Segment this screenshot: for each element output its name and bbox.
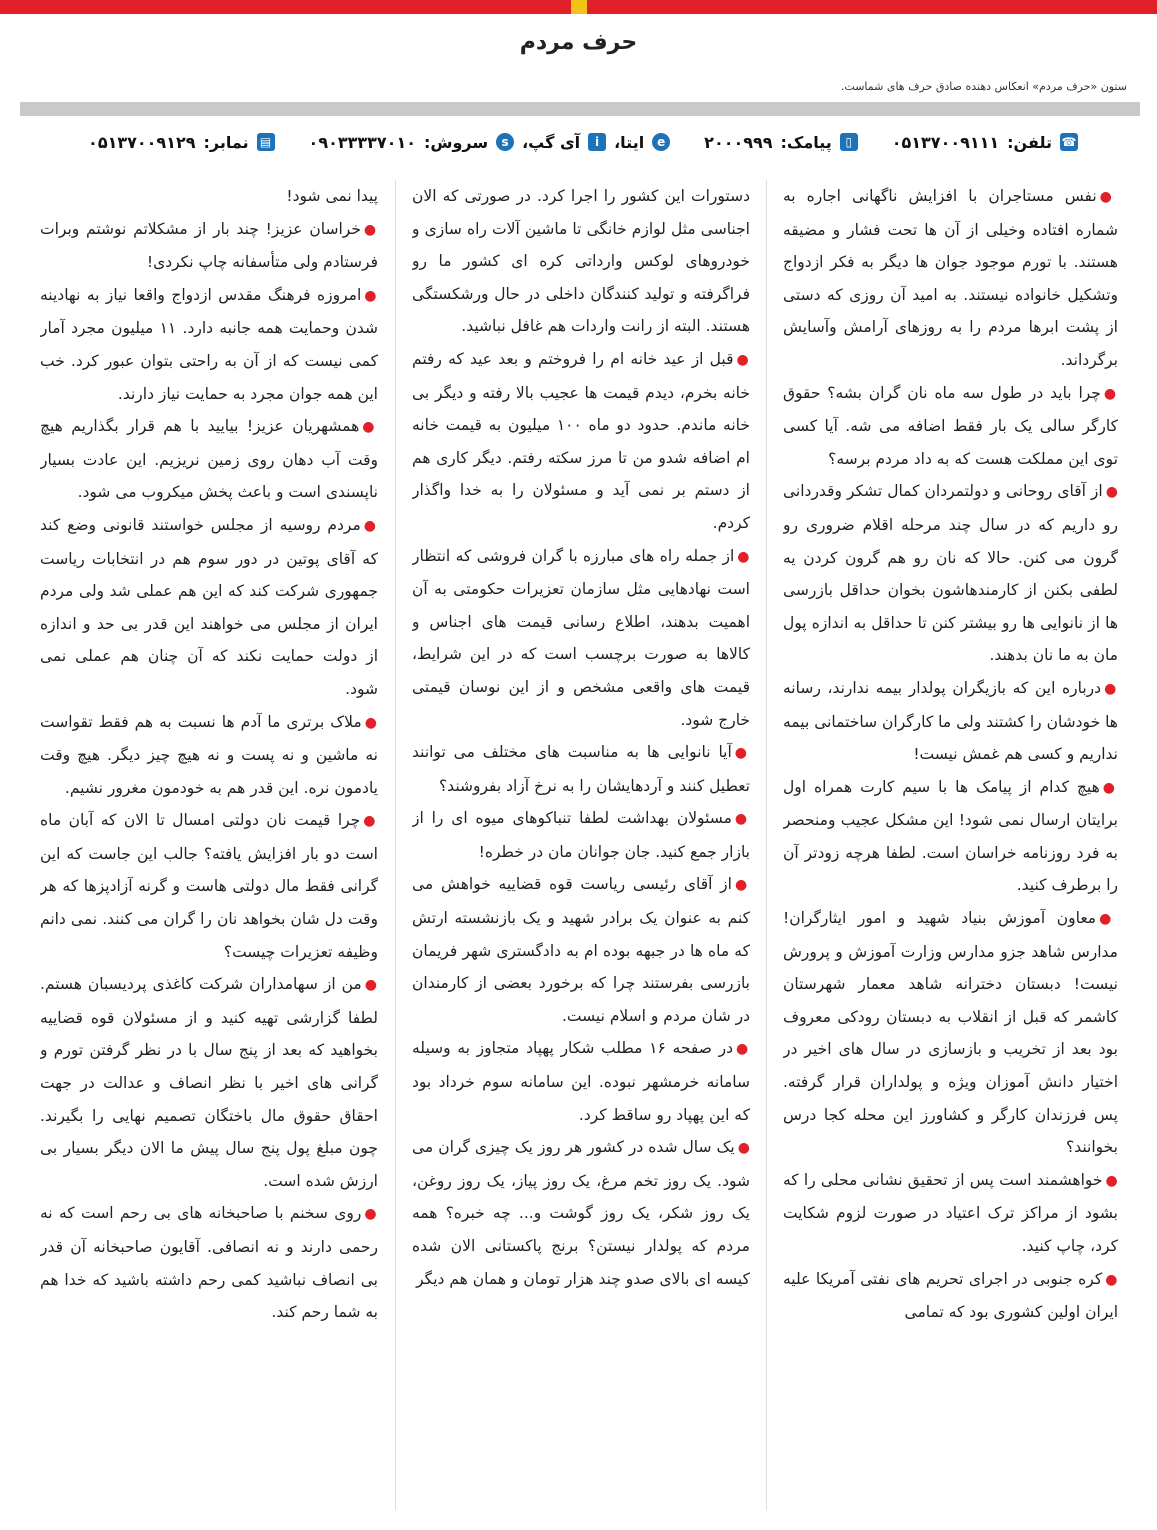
page-subtitle: ستون «حرف مردم» انعکاس دهنده صادق حرف های شماست.	[840, 80, 1127, 93]
message-item	[412, 540, 750, 737]
message-text: قبل از عید خانه ام را فروختم و بعد عید که رفتم خانه بخرم، دیدم قیمت ها عجیب بالا رفته و دیگر بی خانه ماندم. حدود دو ماه ۱۰۰ میلیون به قیمت خانه ام اضافه شدو من تا مرز سکته رفتم. دیگر کاری هم از دستم بر نمی آید و مسئولان را به خدا واگذار کردم.	[412, 349, 750, 532]
column-middle	[412, 180, 750, 1510]
message-item	[783, 902, 1118, 1164]
message-item	[40, 804, 378, 968]
message-item	[412, 802, 750, 868]
bullet-icon: ●	[364, 977, 378, 994]
bullet-icon: ●	[734, 811, 750, 828]
phone-icon: ☎	[1061, 135, 1077, 149]
message-item	[783, 475, 1118, 672]
message-text: کره جنوبی در اجرای تحریم های نفتی آمریکا علیه ایران اولین کشوری بود که تمامی	[783, 1269, 1118, 1322]
gray-strip	[20, 102, 1140, 116]
message-text: در صفحه ۱۶ مطلب شکار پهپاد متجاوز به وسیله سامانه خرمشهر نبوده. این سامانه سوم خرداد بود که این پهپاد رو ساقط کرد.	[412, 1039, 750, 1124]
message-text: پیدا نمی شود!	[286, 187, 378, 205]
message-text: از آقای روحانی و دولتمردان کمال تشکر وقدردانی رو داریم که در سال چند مرحله اقلام ضروری رو گرون می کنن. حالا که نان رو هم گرون کردن یه لطفی بکنن از کارمندهاشون بخوان حداقل بازرسی ها از نانوایی ها رو بیشتر کنن تا حداقل به اندازه پول مان به ما نان بدهند.	[783, 482, 1118, 665]
message-continuation	[40, 180, 378, 213]
messenger-value: ۰۹۰۳۳۳۳۷۰۱۰	[308, 132, 416, 152]
mobile-icon: ▯	[840, 133, 858, 151]
message-text: چرا باید در طول سه ماه نان گران بشه؟ حقوق کارگر سالی یک بار فقط اضافه می شه. آیا کسی توی این مملکت هست که به داد مردم برسه؟	[783, 383, 1118, 468]
message-item	[412, 1032, 750, 1131]
message-text: از آقای رئیسی ریاست قوه قضاییه خواهش می کنم به عنوان یک برادر شهید و یک بازنشسته ارتش که ماه ها در جبهه بوده ام به دادگستری شهر فریمان بازرسی بفرستند چرا که برخورد بعضی از کارمندان در شان مردم و اسلام نیست.	[412, 875, 750, 1025]
bullet-icon: ●	[363, 517, 378, 534]
sms-value: ۲۰۰۰۹۹۹	[704, 132, 773, 152]
fax-icon: ▤	[257, 133, 275, 151]
bullet-icon: ●	[363, 813, 378, 830]
message-text: روی سخنم با صاحبخانه های بی رحم است که نه رحمی دارند و نه انصافی. آقایون صاحبخانه آن قدر بی انصاف نباشید کمی رحم داشته باشید که خدا هم به شما رحم کند.	[40, 1204, 378, 1322]
bullet-icon: ●	[1105, 484, 1118, 501]
message-item	[40, 706, 378, 805]
message-item	[40, 1197, 378, 1328]
bullet-icon: ●	[737, 548, 750, 565]
message-item	[412, 1131, 750, 1295]
message-text: معاون آموزش بنیاد شهید و امور ایثارگران! مدارس شاهد جزو مدارس وزارت آموزش و پرورش نیست! دبستان دخترانه شاهد معمار شهرستان کاشمر که قبل از انقلاب به دبستان رودکی معروف بود بعد از تخریب و بازسازی در سال های اخیر در اختیار دانش آموزان ویژه و پولداران قرار گرفته. پس فرزندان کارگر و کشاورز این محله کجا درس بخوانند؟	[783, 909, 1118, 1157]
message-item	[783, 1164, 1118, 1263]
bullet-icon: ●	[363, 221, 378, 238]
message-item	[40, 279, 378, 410]
bullet-icon: ●	[735, 1041, 750, 1058]
message-continuation	[412, 180, 750, 343]
column-right	[783, 180, 1118, 1510]
soroush-icon: s	[496, 133, 514, 151]
message-text: امروزه فرهنگ مقدس ازدواج واقعا نیاز به نهادینه شدن وحمایت همه جانبه دارد. ۱۱ میلیون مجرد آمار کمی نیست که از آن به راحتی بتوان عبور کرد. خب این همه جوان مجرد به حمایت نیاز دارند.	[40, 285, 378, 403]
message-text: مسئولان بهداشت لطفا تنباکوهای میوه ای را از بازار جمع کنید. جان جوانان مان در خطره!	[412, 809, 750, 861]
message-item	[40, 968, 378, 1197]
message-text: خراسان عزیز! چند بار از مشکلاتم نوشتم وبرات فرستادم ولی متأسفانه چاپ نکردی!	[40, 219, 378, 272]
message-item	[40, 213, 378, 279]
bullet-icon: ●	[1102, 779, 1118, 796]
message-text: درباره این که بازیگران پولدار بیمه ندارند، رسانه ها خودشان را کشتند ولی ما کارگران ساختمانی بیمه نداریم و کسی هم غمش نیست!	[783, 678, 1118, 764]
sms-label: پیامک:	[780, 132, 832, 152]
bullet-icon: ●	[364, 287, 378, 304]
message-text: دستورات این کشور را اجرا کرد. در صورتی که الان اجناسی مثل لوازم خانگی تا ماشین آلات راه سازی و خودروهای لوکس وارداتی کره ای کشور ما رو فراگرفته و تولید کنندگان داخلی در حال ورشکستگی هستند. البته از رانت واردات هم غافل نباشید.	[412, 187, 750, 336]
message-item	[783, 1263, 1118, 1329]
message-text: نفس مستاجران با افزایش ناگهانی اجاره به شماره افتاده وخیلی از آن ها تحت فشار و مضیقه هستند. با تورم موجود جوان ها دیگر به فکر ازدواج وتشکیل خانواده نیستند. به امید آن روزی که دستی از پشت ابرها مردم را به روزهای آرامش وآسایش برگرداند.	[783, 187, 1118, 369]
phone-value: ۰۵۱۳۷۰۰۹۱۱۱	[891, 132, 1000, 152]
message-item	[783, 672, 1118, 771]
bullet-icon: ●	[364, 1206, 378, 1223]
column-divider	[395, 180, 396, 1510]
message-item	[783, 180, 1118, 377]
igap-icon: i	[588, 133, 606, 151]
bullet-icon: ●	[1099, 911, 1118, 928]
bullet-icon: ●	[362, 419, 378, 436]
message-text: هیچ کدام از پیامک ها با سیم کارت همراه اول برایتان ارسال نمی شود! این مشکل عجیب ومنحصر به فرد روزنامه خراسان است. لطفا هرچه زودتر آن را برطرف کنید.	[783, 777, 1118, 895]
message-text: خواهشمند است پس از تحقیق نشانی محلی را که بشود از مراکز ترک اعتیاد در صورت لزوم شکایت کرد، چاپ کنید.	[783, 1170, 1118, 1255]
message-item	[783, 377, 1118, 476]
column-divider	[766, 180, 767, 1510]
bullet-icon: ●	[364, 714, 378, 731]
message-item	[783, 771, 1118, 902]
message-item	[40, 509, 378, 706]
message-text: مردم روسیه از مجلس خواستند قانونی وضع کند که آقای پوتین در دور سوم هم در انتخابات ریاست جمهوری شرکت کند که این هم عملی شد ولی مردم ایران از مجلس می خواهند این قدر بی حد و اندازه از دولت حمایت نکند که آن چنان هم عملی نمی شود.	[40, 515, 378, 698]
phone-label: تلفن:	[1007, 132, 1053, 152]
eita-icon: e	[652, 133, 670, 151]
fax-value: ۰۵۱۳۷۰۰۹۱۲۹	[88, 132, 196, 152]
message-item	[412, 868, 750, 1032]
message-item	[412, 343, 750, 540]
bullet-icon: ●	[734, 745, 750, 762]
message-item	[40, 410, 378, 509]
column-left	[40, 180, 378, 1510]
soroush-label: سروش:	[423, 132, 489, 152]
message-text: ملاک برتری ما آدم ها نسبت به هم فقط تقواست نه ماشین و نه پست و نه هیچ چیز دیگر. هیچ وقت یادمون نره. این قدر هم به خودمون مغرور نشیم.	[40, 712, 378, 797]
message-text: از جمله راه های مبارزه با گران فروشی که انتظار است نهادهایی مثل سازمان تعزیرات حکومتی به آن اهمیت بدهند، اطلاع رسانی قیمت های اجناس و کالاها به صورت برچسب است که در این شرایط، قیمت های واقعی مشخص و از این نوسان قیمتی خارج شود.	[412, 546, 750, 729]
bullet-icon: ●	[1104, 680, 1118, 697]
bullet-icon: ●	[1099, 189, 1118, 205]
page-title: حرف مردم	[519, 30, 638, 55]
message-text: آیا نانوایی ها به مناسبت های مختلف می توانند تعطیل کنند و آردهایشان را به نرخ آزاد بفروشند؟	[412, 743, 750, 795]
message-text: همشهریان عزیز! بیایید با هم قرار بگذاریم هیچ وقت آب دهان روی زمین نریزیم. این عادت بسیار ناپسندی است و باعث پخش میکروب می شود.	[40, 417, 378, 502]
message-item	[412, 736, 750, 802]
message-text: چرا قیمت نان دولتی امسال تا الان که آبان ماه است دو بار افزایش یافته؟ جالب این جاست که این گرانی فقط مال دولتی هاست و گرنه آزادپزها که هر وقت دل شان بخواهد نان را گران می کنند. نمی دانم وظیفه تعزیرات چیست؟	[40, 811, 378, 961]
contact-bar	[88, 128, 1078, 156]
bullet-icon: ●	[734, 877, 750, 894]
bullet-icon: ●	[1105, 1271, 1118, 1288]
fax-label: نمابر:	[203, 132, 249, 152]
bullet-icon: ●	[1105, 1172, 1118, 1189]
eita-label: ایتا،	[614, 132, 645, 152]
message-text: یک سال شده در کشور هر روز یک چیزی گران می شود. یک روز تخم مرغ، یک روز پیاز، یک روز روغن، یک روز شکر، یک روز گوشت و... چه خبره؟ همه مردم که پولدار نیستن؟ برنج پاکستانی الان شده کیسه ای بالای صدو چند هزار تومان و همان هم دیگر	[412, 1138, 750, 1288]
bullet-icon: ●	[736, 351, 750, 368]
message-text: من از سهامداران شرکت کاغذی پردیسبان هستم. لطفا گزارشی تهیه کنید و از مسئولان قوه قضاییه بخواهید که بعد از پنج سال با در نظر گرفتن تورم و گرانی های اخیر با نظر انصاف و عدالت در جهت احقاق حقوق مال باختگان تصمیم نهایی را بگیرند. چون مبلغ پول پنج سال پیش ما الان دیگر بسیار بی ارزش شده است.	[40, 975, 378, 1190]
igap-label: آی گپ،	[522, 132, 581, 152]
bullet-icon: ●	[1103, 385, 1118, 402]
bullet-icon: ●	[737, 1140, 750, 1157]
